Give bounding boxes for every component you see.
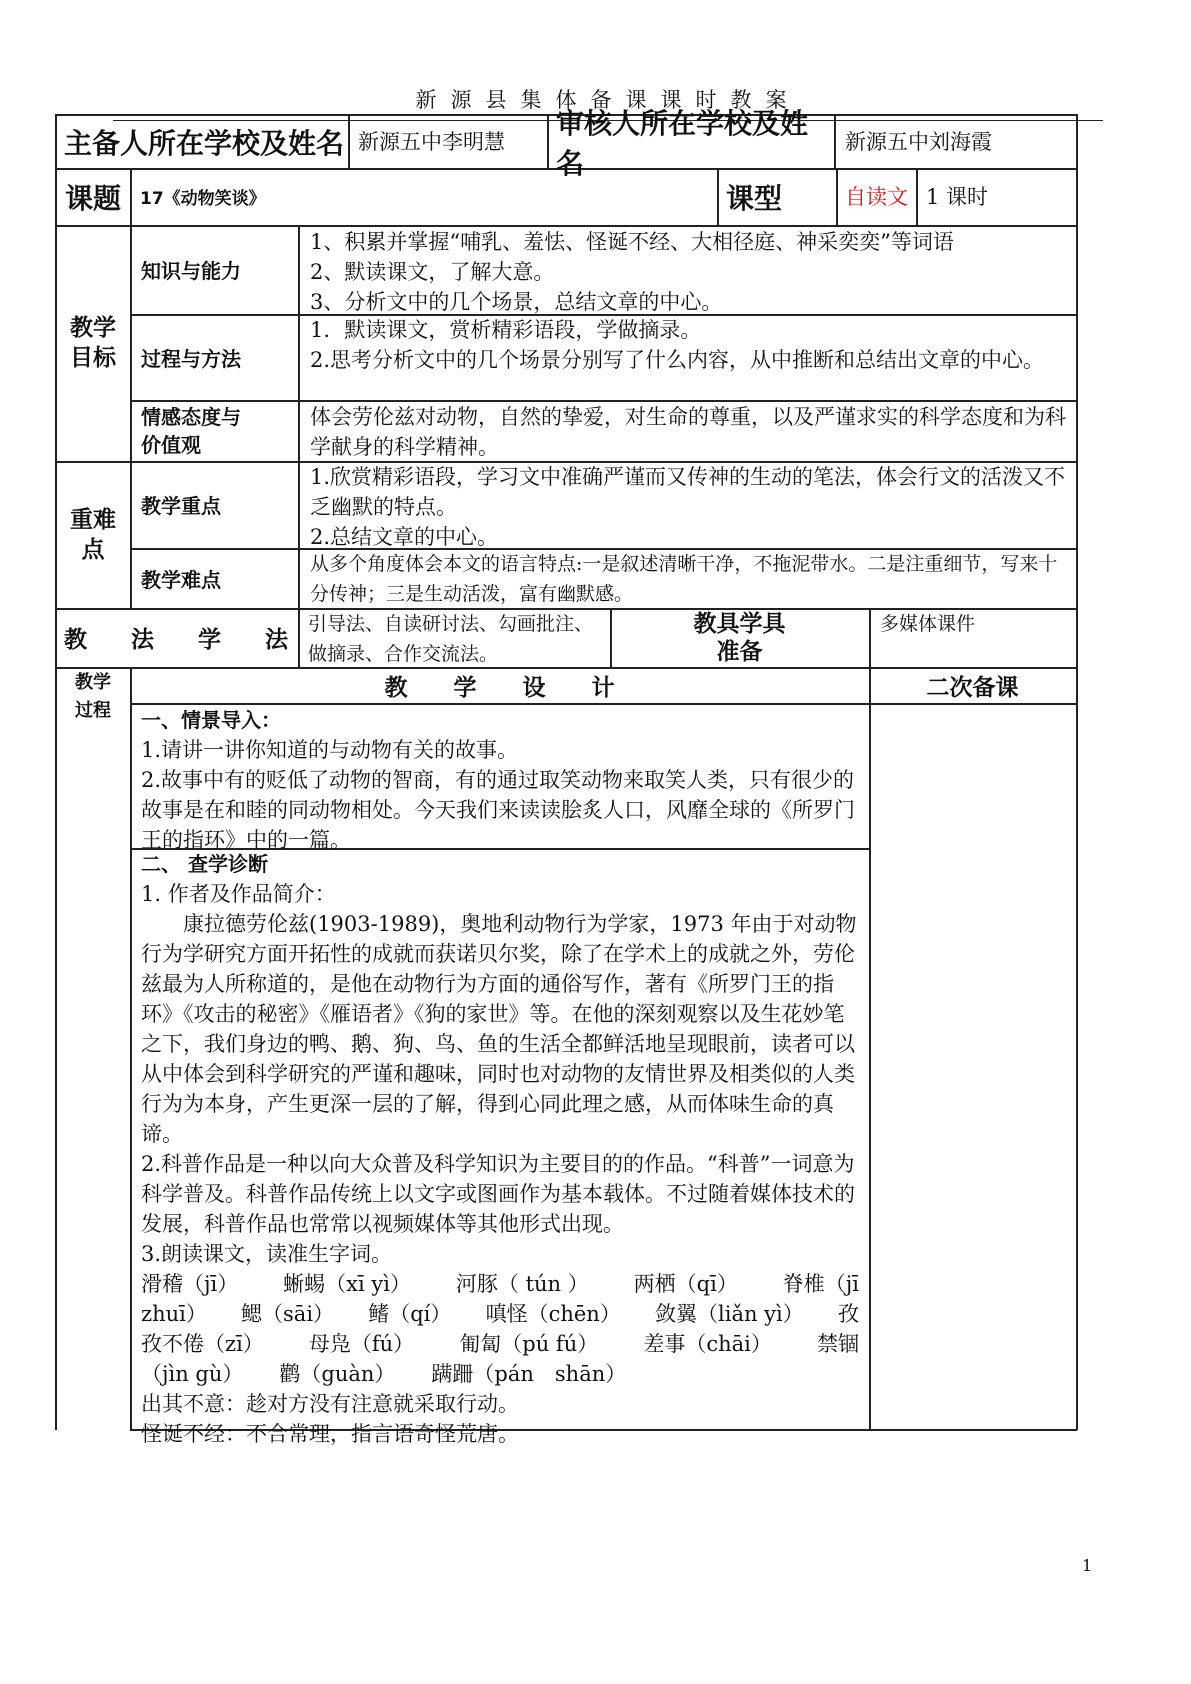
emotion-values-label-line2: 价值观 [141, 433, 201, 457]
methods-label [64, 608, 298, 667]
process-method-content [310, 315, 1065, 375]
section1-title: 一、情景导入： [141, 708, 281, 732]
methods-label-text: 教 法 学 法 [64, 627, 291, 653]
teaching-focus-label: 教学重点 [141, 494, 221, 518]
process-line: 2.思考分析文中的几个场景分别写了什么内容，从中推断和总结出文章的中心。 [310, 348, 1045, 372]
pinyin-row [141, 1269, 859, 1299]
teaching-process-label-line1: 教学 [75, 672, 111, 693]
pinyin-item: 母凫（fú） [308, 1332, 415, 1356]
pinyin-item: 滑稽（jī） [141, 1272, 239, 1296]
pinyin-item: 蹒跚（pán shān） [431, 1362, 627, 1386]
teaching-design-header: 教 学 设 计 [384, 674, 615, 701]
pinyin-item: 禁锢 [816, 1332, 859, 1356]
teaching-goals-label-line2: 目标 [70, 345, 116, 371]
preparer-value: 新源五中李明慧 [358, 129, 505, 154]
pinyin-item: 两栖（qī） [633, 1272, 738, 1296]
teaching-process-label-line2: 过程 [75, 700, 111, 721]
pinyin-item: 嗔怪（chēn） [485, 1302, 621, 1326]
process-line: 1．默读课文，赏析精彩语段，学做摘录。 [310, 318, 702, 342]
pinyin-item: 孜不倦（zī） [141, 1332, 264, 1356]
pinyin-item: 敛翼（liǎn yì） [655, 1302, 804, 1326]
knowledge-line: 1、积累并掌握“哺乳、羞怯、怪诞不经、大相径庭、神采奕奕”等词语 [310, 230, 954, 254]
author-intro-heading: 1. 作者及作品简介： [141, 882, 336, 906]
teaching-difficulty-content: 从多个角度体会本文的语言特点:一是叙述清晰干净，不拖泥带水。二是注重细节，写来十分传神；三是生动活泼，富有幽默感。 [310, 553, 1058, 605]
pinyin-row [141, 1299, 859, 1329]
emotion-values-label-line1: 情感态度与 [141, 405, 241, 429]
lesson-type-label: 课型 [726, 181, 783, 215]
teaching-tools-value: 多媒体课件 [880, 613, 976, 635]
section1-line: 1.请讲一讲你知道的与动物有关的故事。 [141, 738, 519, 762]
teaching-process-label [55, 669, 131, 725]
reading-heading: 3.朗读课文，读准生字词。 [141, 1242, 393, 1266]
pinyin-item: 鳃（sāi） [241, 1302, 335, 1326]
pinyin-row [141, 1329, 859, 1359]
pinyin-item: （jìn gù） [141, 1362, 244, 1386]
teaching-difficulty-label: 教学难点 [141, 567, 221, 592]
topic-label: 课题 [64, 181, 121, 215]
vocab-definition: 怪诞不经：不合常理，指言语奇怪荒唐。 [141, 1422, 519, 1446]
key-difficulties-label [55, 461, 131, 608]
pinyin-item: 脊椎（jī [782, 1272, 859, 1296]
knowledge-ability-content [310, 227, 1070, 317]
page-header-title: 新源县集体备课课时教案 [113, 84, 1103, 121]
teaching-goals-label [55, 225, 131, 461]
knowledge-ability-label: 知识与能力 [141, 259, 241, 283]
process-method-label: 过程与方法 [141, 346, 241, 371]
methods-value: 引导法、自读研讨法、勾画批注、做摘录、合作交流法。 [308, 613, 594, 665]
knowledge-line: 2、默读课文，了解大意。 [310, 260, 555, 284]
knowledge-line: 3、分析文中的几个场景，总结文章的中心。 [310, 290, 723, 314]
author-bio: 康拉德劳伦兹(1903-1989)，奥地利动物行为学家，1973 年由于对动物行为学研究方面开拓性的成就而获诺贝尔奖，除了在学术上的成就之外，劳伦兹最为人所称道的，是他在动物行为方面的通俗写作，著有《所罗门王的指环》《攻击的秘密》《雁语者》《狗的家世》等。在他的深刻观察以及生花妙笔之下，我们身边的鸭、鹅、狗、鸟、鱼的生活全都鲜活地呈现眼前，读者可以从中体会到科学研究的严谨和趣味，同时也对动物的友情世界及相类似的人类行为为本身，产生更深一层的了解，得到心同此理之感，从而体味生命的真谛。 [141, 912, 857, 1146]
preparer-label: 主备人所在学校及姓名 [64, 126, 345, 160]
teaching-tools-label-line1: 教具学具 [693, 610, 786, 637]
science-works-note: 2.科普作品是一种以向大众普及科学知识为主要目的的作品。“科普”一词意为科学普及。科普作品传统上以文字或图画作为基本载体。不过随着媒体技术的发展，科普作品也常常以视频媒体等其他形式出现。 [141, 1152, 855, 1236]
second-preparation-header: 二次备课 [926, 674, 1019, 701]
lesson-hours-value: 1 课时 [926, 184, 989, 209]
teaching-tools-label-line2: 准备 [716, 638, 763, 665]
pinyin-item: 蜥蜴（xī yì） [283, 1272, 411, 1296]
pinyin-item: 鳍（qí） [368, 1302, 452, 1326]
section1-line: 2.故事中有的贬低了动物的智商，有的通过取笑动物来取笑人类，只有很少的故事是在和睦的同动物相处。今天我们来读读脍炙人口，风靡全球的《所罗门王的指环》中的一篇。 [141, 768, 855, 852]
pinyin-item: zhuī） [141, 1302, 207, 1326]
pinyin-item: 河豚（ tún ） [455, 1272, 589, 1296]
section-diagnosis [141, 849, 859, 1449]
pinyin-item: 匍匐（pú fú） [459, 1332, 599, 1356]
pinyin-row [141, 1359, 859, 1389]
pinyin-item: 鹳（guàn） [279, 1362, 396, 1386]
teaching-focus-content [310, 462, 1070, 552]
pinyin-item: 孜 [837, 1302, 859, 1326]
key-difficulties-label-line1: 重难 [70, 506, 116, 533]
teaching-goals-label-line1: 教学 [70, 315, 116, 341]
section2-title: 二、 查学诊断 [141, 852, 268, 876]
lesson-type-value: 自读文 [845, 184, 908, 209]
pinyin-item: 差事（chāi） [643, 1332, 772, 1356]
second-preparation-notes[interactable] [871, 705, 1075, 1429]
page-number: 1 [1082, 1556, 1093, 1575]
topic-value: 17《动物笑谈》 [140, 189, 266, 209]
reviewer-label: 审核人所在学校及姓名 [556, 106, 809, 180]
focus-line: 1.欣赏精彩语段，学习文中准确严谨而又传神的生动的笔法，体会行文的活泼又不乏幽默的特点。 [310, 465, 1066, 519]
focus-line: 2.总结文章的中心。 [310, 525, 499, 549]
section-situation-intro [141, 705, 859, 855]
key-difficulties-label-line2: 点 [81, 536, 105, 563]
vocab-definition: 出其不意：趁对方没有注意就采取行动。 [141, 1392, 519, 1416]
teaching-tools-label [610, 608, 869, 667]
emotion-values-label [141, 403, 298, 461]
emotion-values-content: 体会劳伦兹对动物，自然的挚爱，对生命的尊重，以及严谨求实的科学态度和为科学献身的科学精神。 [310, 405, 1066, 459]
reviewer-value: 新源五中刘海霞 [845, 129, 992, 154]
